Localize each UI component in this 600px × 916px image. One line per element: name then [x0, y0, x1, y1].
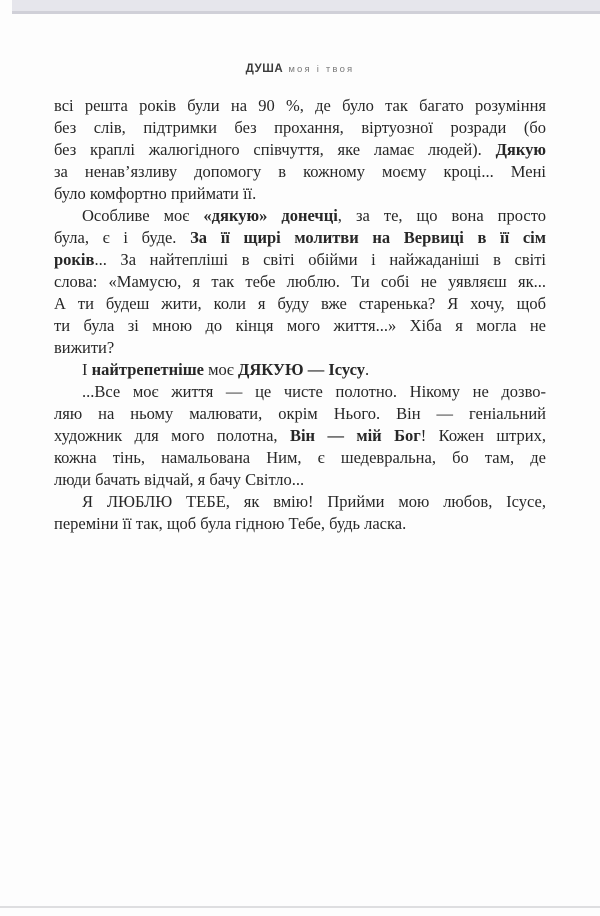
- bold-text-segment: найтрепетніше: [91, 360, 204, 379]
- text-line: [54, 403, 546, 425]
- bold-text-segment: «дякую» донечці: [203, 206, 338, 225]
- text-segment: ти була зі мною до кінця мого життя...» Хіба я могла не: [54, 316, 546, 335]
- text-segment: без слів, підтримки без прохання, віртуозної розради (бо: [54, 118, 546, 137]
- text-line: [54, 425, 546, 447]
- text-line: [54, 447, 546, 469]
- text-line: [54, 205, 546, 227]
- text-segment: люди бачать відчай, я бачу Світло...: [54, 470, 305, 489]
- text-segment: Особливе моє: [82, 206, 204, 225]
- text-line: [54, 469, 546, 491]
- text-segment: переміни її так, щоб була гідною Тебе, будь ласка.: [54, 514, 407, 533]
- bold-text-segment: ДЯКУЮ — Ісусу: [238, 360, 365, 379]
- running-header: [0, 59, 600, 77]
- bold-text-segment: Дякую: [495, 140, 546, 159]
- text-segment: , за те, що вона просто: [337, 206, 546, 225]
- bold-text-segment: Він — мій Бог: [289, 426, 421, 445]
- text-segment: Я ЛЮБЛЮ ТЕБЕ, як вмію! Прийми мою любов, Ісусе,: [82, 492, 546, 511]
- text-line: [54, 381, 546, 403]
- text-segment: моє: [203, 360, 239, 379]
- text-line: [54, 183, 546, 205]
- text-segment: кожна тінь, намальована Ним, є шедевральна, бо там, де: [54, 448, 546, 467]
- bold-text-segment: За її щирі молитви на Вервиці в її сім: [190, 228, 546, 247]
- text-line: [54, 315, 546, 337]
- text-segment: І: [82, 360, 92, 379]
- text-segment: А ти будеш жити, коли я буду вже старенька? Я хочу, щоб: [54, 294, 546, 313]
- top-edge-bar: [12, 0, 600, 14]
- text-segment: була, є і буде.: [54, 228, 191, 247]
- body-text-block: [54, 95, 546, 535]
- text-segment: ! Кожен штрих,: [420, 426, 546, 445]
- text-segment: вижити?: [54, 338, 115, 357]
- text-line: [54, 293, 546, 315]
- text-segment: слова: «Мамусю, я так тебе люблю. Ти собі не уявляєш як...: [54, 272, 546, 291]
- text-segment: .: [364, 360, 370, 379]
- text-segment: без краплі жалюгідного співчуття, яке ламає людей).: [54, 140, 496, 159]
- text-segment: ...Все моє життя — це чисте полотно. Нікому не дозво-: [82, 382, 546, 401]
- bottom-edge-line: [0, 906, 600, 908]
- book-subtitle: моя і твоя: [288, 64, 355, 75]
- text-line: [54, 271, 546, 293]
- text-segment: ... За найтепліші в світі обійми і найжаданіші в світі: [94, 250, 546, 269]
- book-title: ДУША: [245, 63, 284, 75]
- text-segment: художник для мого полотна,: [54, 426, 290, 445]
- text-line: [54, 95, 546, 117]
- text-segment: всі решта років були на 90 %, де було так багато розуміння: [54, 96, 546, 115]
- text-line: [54, 359, 546, 381]
- text-line: [54, 491, 546, 513]
- text-line: [54, 337, 546, 359]
- text-line: [54, 117, 546, 139]
- text-line: [54, 513, 546, 535]
- text-line: [54, 139, 546, 161]
- text-segment: було комфортно приймати її.: [54, 184, 257, 203]
- text-segment: за ненав’язливу допомогу в кожному моєму кроці... Мені: [54, 162, 546, 181]
- text-line: [54, 227, 546, 249]
- text-line: [54, 249, 546, 271]
- bold-text-segment: років: [54, 250, 95, 269]
- text-line: [54, 161, 546, 183]
- text-segment: ляю на ньому малювати, окрім Нього. Він — геніальний: [54, 404, 546, 423]
